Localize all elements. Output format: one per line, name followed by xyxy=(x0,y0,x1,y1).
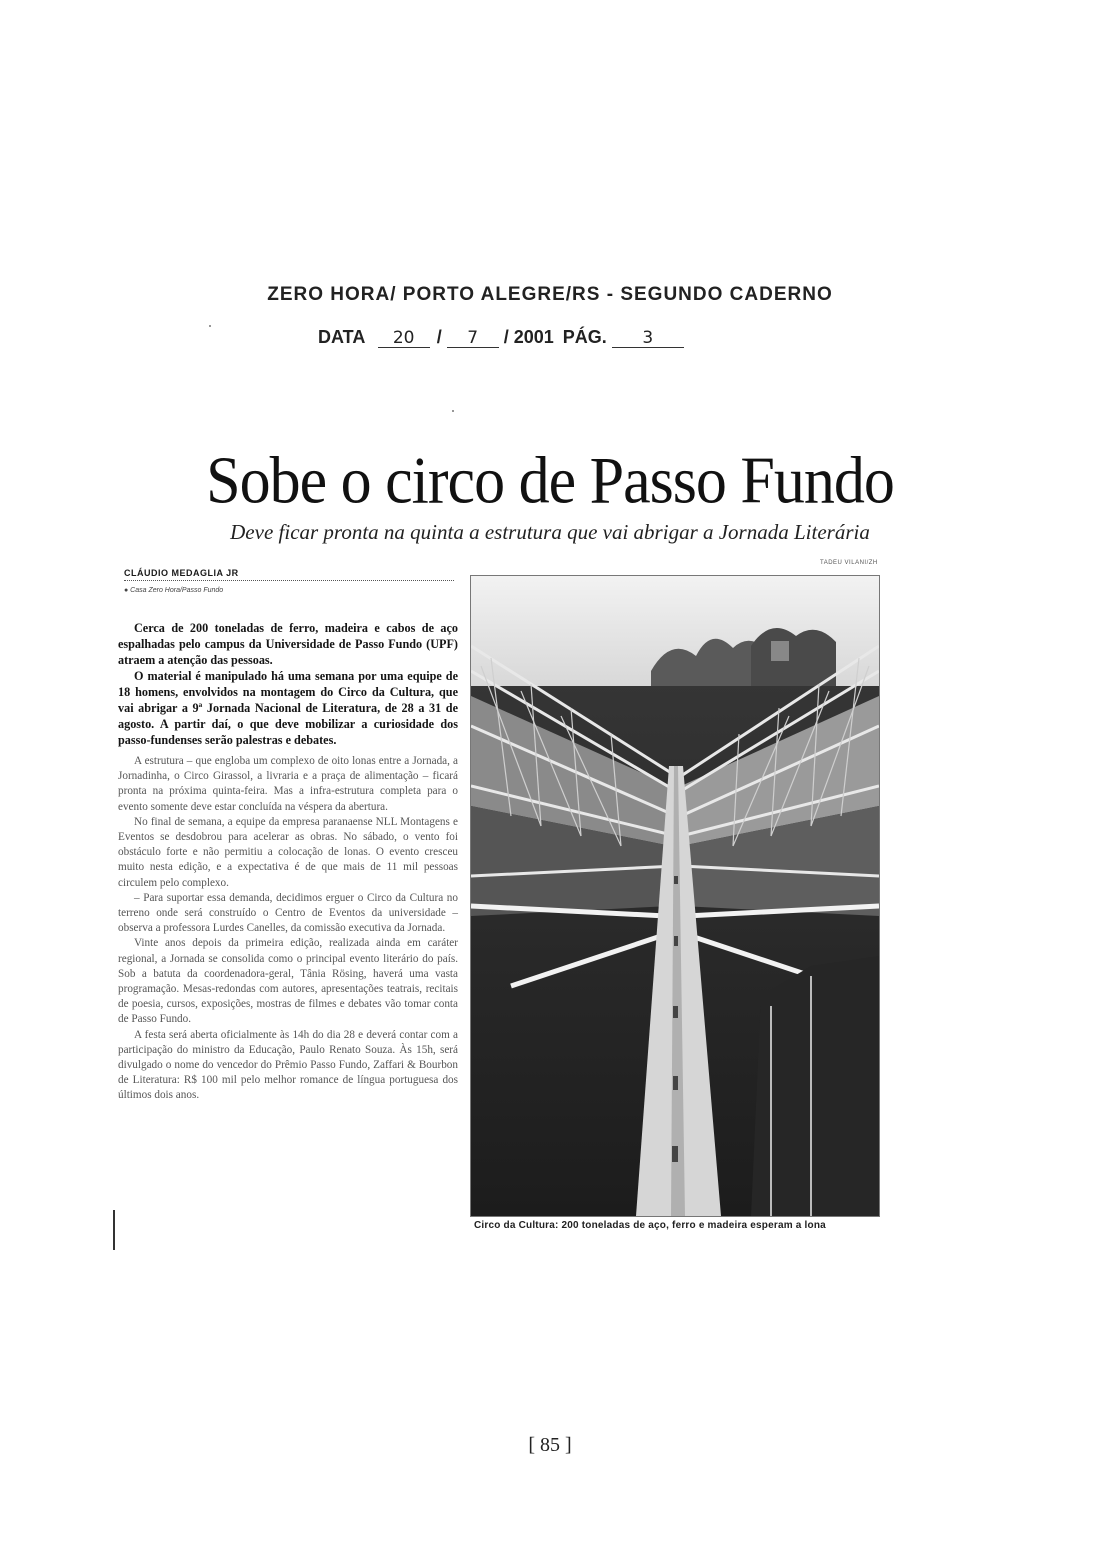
date-day: 20 xyxy=(378,329,430,348)
margin-rule xyxy=(113,1210,115,1250)
article-paragraph: Vinte anos depois da primeira edição, realizada ainda em caráter regional, a Jornada se consolida como o principal evento literário do país. Sob a batuta da coordenadora-geral, Tânia Rösing, haverá uma vasta programação. Mesas-redondas com autores, apresentações teatrais, recitais de poesia, cursos, exposições, mostras de filmes e debates vão tomar conta de Passo Fundo. xyxy=(118,937,458,1026)
page-value: 3 xyxy=(612,329,684,348)
date-label: DATA xyxy=(318,327,365,347)
article-byline: CLÁUDIO MEDAGLIA JR xyxy=(124,568,454,581)
article-paragraph: No final de semana, a equipe da empresa paranaense NLL Montagens e Eventos se desdobrou para acelerar as obras. No sábado, o vento foi obstáculo forte e não permitiu a colocação de lonas. O evento cresceu muito nesta edição, e a expectativa é de que mais de 11 mil pessoas circulem pelo complexo. xyxy=(118,815,458,889)
article-headline: Sobe o circo de Passo Fundo xyxy=(206,444,894,518)
photo-credit: TADEU VILANI/ZH xyxy=(820,560,878,566)
article-paragraph: A estrutura – que engloba um complexo de oito lonas entre a Jornada, a Jornadinha, o Circo Girassol, a livraria e a praça de alimentação – ficará pronta na próxima quinta-feira. Mas a infra-estrutura completa para o evento somente deve estar concluída na véspera da abertura. xyxy=(118,755,458,813)
page-label: PÁG. xyxy=(562,327,607,347)
tent-structure-photo xyxy=(471,576,879,1216)
photo-caption: Circo da Cultura: 200 toneladas de aço, ferro e madeira esperam a lona xyxy=(474,1220,826,1231)
dateline: DATA 20 / 7 / 2001 PÁG. 3 xyxy=(318,327,684,348)
date-month: 7 xyxy=(447,329,499,348)
article-photo xyxy=(470,575,880,1217)
article-subhead: Deve ficar pronta na quinta a estrutura que vai abrigar a Jornada Literária xyxy=(230,520,870,544)
date-year: / 2001 xyxy=(503,327,554,347)
scan-speck xyxy=(452,410,454,412)
article-paragraph: Cerca de 200 toneladas de ferro, madeira e cabos de aço espalhadas pelo campus da Universidade de Passo Fundo (UPF) atraem a atenção das pessoas. xyxy=(118,621,458,667)
article-paragraph: O material é manipulado há uma semana por uma equipe de 18 homens, envolvidos na montagem do Circo da Cultura, que vai abrigar a 9ª Jornada Nacional de Literatura, de 28 a 31 de agosto. A partir daí, o que deve mobilizar a curiosidade dos passo-fundenses serão palestras e debates. xyxy=(118,669,458,747)
page-number: [ 85 ] xyxy=(528,1434,572,1456)
masthead-source: ZERO HORA/ PORTO ALEGRE/RS - SEGUNDO CADERNO xyxy=(267,284,833,305)
article-body xyxy=(118,620,458,1104)
article-paragraph: – Para suportar essa demanda, decidimos erguer o Circo da Cultura no terreno onde será construído o Centro de Eventos da universidade – observa a professora Lurdes Canelles, da comissão executiva da Jornada. xyxy=(118,891,458,935)
scan-speck xyxy=(209,325,211,327)
article-paragraph: A festa será aberta oficialmente às 14h do dia 28 e deverá contar com a participação do ministro da Educação, Paulo Renato Souza. Às 15h, será divulgado o nome do vencedor do Prêmio Passo Fundo, Zaffari & Bourbon de Literatura: R$ 100 mil pelo melhor romance de língua portuguesa dos últimos dois anos. xyxy=(118,1028,458,1102)
article-byline-sub: ● Casa Zero Hora/Passo Fundo xyxy=(124,587,224,594)
